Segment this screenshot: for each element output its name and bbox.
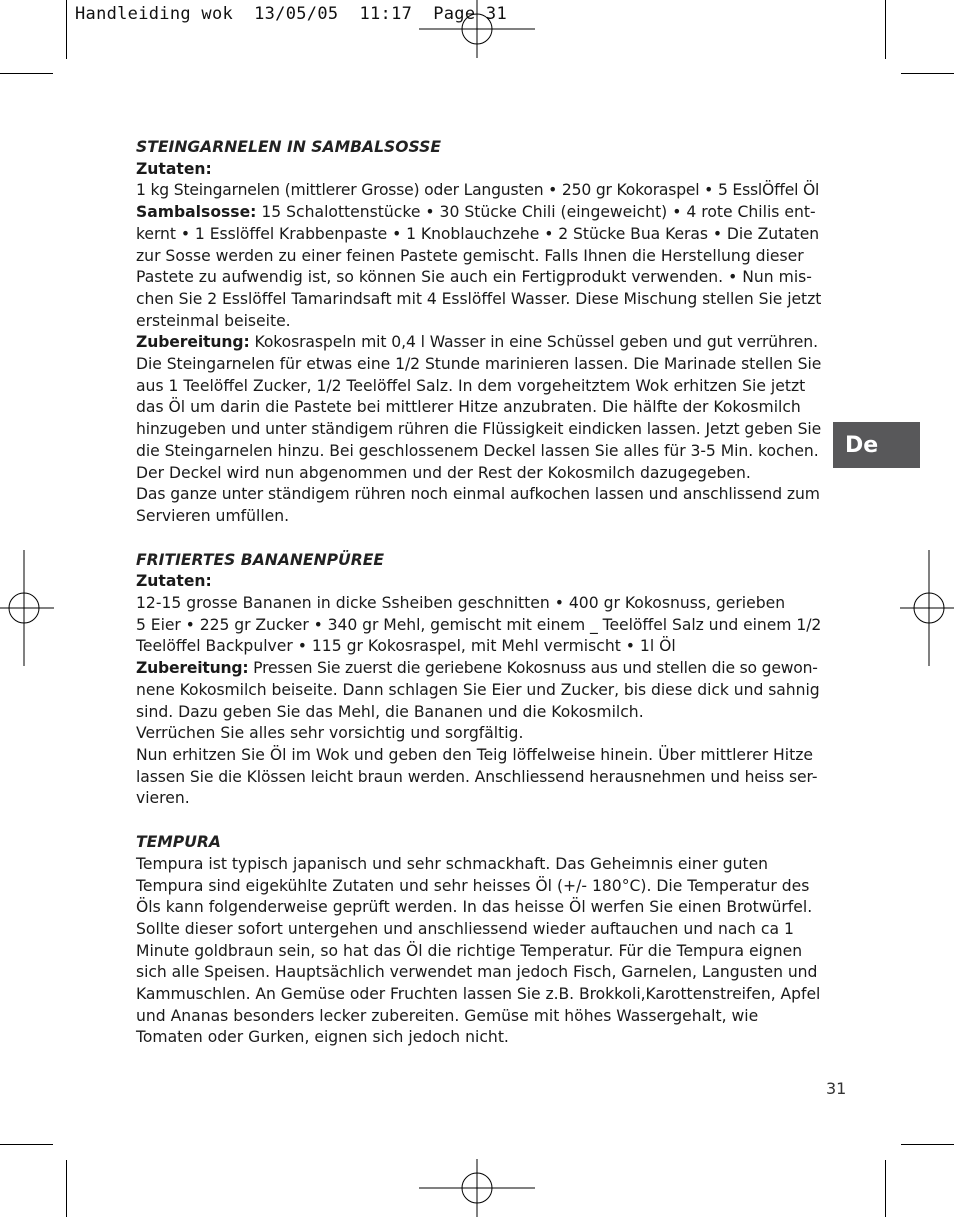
recipe-section xyxy=(136,832,821,1049)
section-title: TEMPURA xyxy=(136,833,221,852)
text-line: Minute goldbraun sein, so hat das Öl die richtige Temperatur. Für die Tempura eignen xyxy=(136,941,803,960)
text-line: Tomaten oder Gurken, eignen sich jedoch nicht. xyxy=(136,1028,509,1047)
text-line: hinzugeben und unter ständigem rühren die Flüssigkeit eindicken lassen. Jetzt geben Sie xyxy=(136,420,822,439)
registration-mark-right xyxy=(900,550,954,666)
ingredients-label: Zutaten: xyxy=(136,159,212,178)
section-spacer xyxy=(136,528,821,550)
registration-mark-top xyxy=(419,0,535,58)
section-spacer xyxy=(136,810,821,832)
slug-filename: Handleiding wok xyxy=(75,4,234,24)
text-line: chen Sie 2 Esslöffel Tamarindsaft mit 4 Esslöffel Wasser. Diese Mischung stellen Sie jetzt xyxy=(136,289,822,308)
text-line: 12-15 grosse Bananen in dicke Ssheiben geschnitten • 400 gr Kokosnuss, gerieben xyxy=(136,594,786,613)
crop-mark xyxy=(0,73,53,74)
text-line: 5 Eier • 225 gr Zucker • 340 gr Mehl, gemischt mit einem _ Teelöffel Salz und einem 1/2 xyxy=(136,615,822,634)
text-line: lassen Sie die Klössen leicht braun werden. Anschliessend herausnehmen und heiss ser- xyxy=(136,767,818,786)
recipe-section xyxy=(136,137,821,528)
text-line: und Ananas besonders lecker zubereiten. Gemüse mit höhes Wassergehalt, wie xyxy=(136,1006,759,1025)
text-line: Sollte dieser sofort untergehen und anschliessend wieder auftauchen und nach ca 1 xyxy=(136,919,794,938)
text-line: vieren. xyxy=(136,789,190,808)
crop-mark xyxy=(0,1144,53,1145)
text-line: Tempura ist typisch japanisch und sehr schmackhaft. Das Geheimnis einer guten xyxy=(136,854,769,873)
text-line: Verrüchen Sie alles sehr vorsichtig und sorgfältig. xyxy=(136,724,524,743)
crop-mark xyxy=(901,73,954,74)
text-line: 1 kg Steingarnelen (mittlerer Grosse) oder Langusten • 250 gr Kokoraspel • 5 EsslÖffel Öl xyxy=(136,181,820,200)
page-number: 31 xyxy=(826,1079,847,1098)
text-line: zur Sosse werden zu einer feinen Pastete gemischt. Falls Ihnen die Herstellung dieser xyxy=(136,246,804,265)
crop-mark xyxy=(885,0,886,59)
text-line: die Steingarnelen hinzu. Bei geschlossenem Deckel lassen Sie alles für 3-5 Min. kochen. xyxy=(136,441,819,460)
sauce-label: Sambalsosse: xyxy=(136,203,257,222)
text-line: Die Steingarnelen für etwas eine 1/2 Stunde marinieren lassen. Die Marinade stellen Sie xyxy=(136,355,822,374)
text-span: Pressen Sie zuerst die geriebene Kokosnuss aus und stellen die so gewon- xyxy=(248,659,818,678)
recipe-section xyxy=(136,550,821,810)
text-line: kernt • 1 Esslöffel Krabbenpaste • 1 Knoblauchzehe • 2 Stücke Bua Keras • Die Zutaten xyxy=(136,224,820,243)
text-line: Öls kann folgenderweise geprüft werden. In das heisse Öl werfen Sie einen Brotwürfel. xyxy=(136,898,813,917)
text-line: sind. Dazu geben Sie das Mehl, die Bananen und die Kokosmilch. xyxy=(136,702,644,721)
registration-mark-bottom xyxy=(419,1159,535,1217)
text-line: Der Deckel wird nun abgenommen und der Rest der Kokosmilch dazugegeben. xyxy=(136,463,751,482)
text-line: das Öl um darin die Pastete bei mittlerer Hitze anzubraten. Die hälfte der Kokosmilch xyxy=(136,398,801,417)
crop-mark xyxy=(66,1160,67,1217)
text-line: aus 1 Teelöffel Zucker, 1/2 Teelöffel Salz. In dem vorgeheitztem Wok erhitzen Sie jetzt xyxy=(136,376,806,395)
slug-page: Page 31 xyxy=(433,4,507,24)
text-line: Pastete zu aufwendig ist, so können Sie auch ein Fertigprodukt verwenden. • Nun mis- xyxy=(136,268,812,287)
text-span: 15 Schalottenstücke • 30 Stücke Chili (eingeweicht) • 4 rote Chilis ent- xyxy=(256,203,816,222)
prep-label: Zubereitung: xyxy=(136,659,249,678)
page-content xyxy=(136,137,821,1049)
slug-time: 11:17 xyxy=(359,4,413,24)
text-line: nene Kokosmilch beiseite. Dann schlagen Sie Eier und Zucker, bis diese dick und sahnig xyxy=(136,680,820,699)
text-line: Nun erhitzen Sie Öl im Wok und geben den Teig löffelweise hinein. Über mittlerer Hitze xyxy=(136,745,814,764)
slug-date: 13/05/05 xyxy=(254,4,339,24)
section-title: FRITIERTES BANANENPÜREE xyxy=(136,550,385,569)
text-line xyxy=(136,332,821,354)
text-line xyxy=(136,658,821,680)
crop-mark xyxy=(901,1144,954,1145)
text-line: Teelöffel Backpulver • 115 gr Kokosraspel, mit Mehl vermischt • 1l Öl xyxy=(136,637,676,656)
text-line: ersteinmal beiseite. xyxy=(136,311,291,330)
text-line: Das ganze unter ständigem rühren noch einmal aufkochen lassen und anschlissend zum xyxy=(136,485,820,504)
language-tab: De xyxy=(833,422,920,468)
text-line: Tempura sind eigekühlte Zutaten und sehr heisses Öl (+/- 180°C). Die Temperatur des xyxy=(136,876,810,895)
text-span: Kokosraspeln mit 0,4 l Wasser in eine Schüssel geben und gut verrühren. xyxy=(249,333,818,352)
text-line xyxy=(136,202,821,224)
text-line: sich alle Speisen. Hauptsächlich verwendet man jedoch Fisch, Garnelen, Langusten und xyxy=(136,963,818,982)
ingredients-label: Zutaten: xyxy=(136,572,212,591)
prep-label: Zubereitung: xyxy=(136,333,250,352)
text-line: Kammuschlen. An Gemüse oder Fruchten lassen Sie z.B. Brokkoli,Karottenstreifen, Apfel xyxy=(136,985,821,1004)
crop-mark xyxy=(66,0,67,59)
text-line: Servieren umfüllen. xyxy=(136,506,290,525)
section-title: STEINGARNELEN IN SAMBALSOSSE xyxy=(136,138,442,156)
crop-mark xyxy=(885,1160,886,1217)
registration-mark-left xyxy=(0,550,54,666)
